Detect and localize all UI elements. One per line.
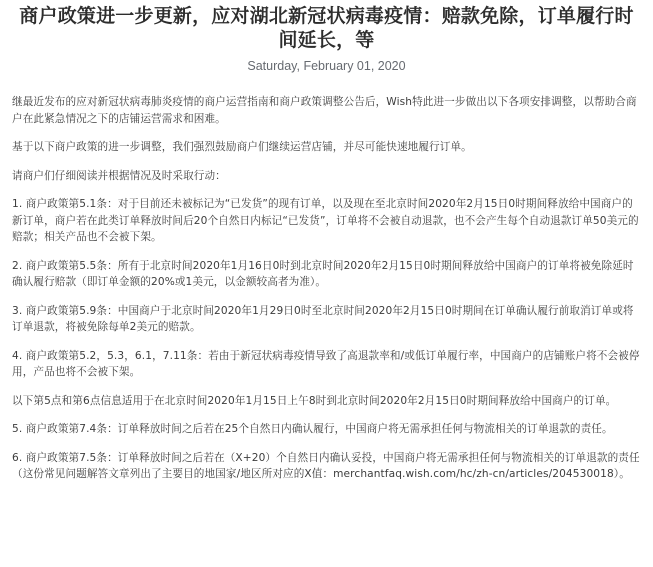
policy-item-1: 1. 商户政策第5.1条：对于目前还未被标记为“已发货”的现有订单，以及现在至北京时间2020年2月15日0时期间释放给中国商户的新订单，商户若在此类订单释放时间后20个自然日内标记“已发货”，订单将不会被自动退款，也不会产生每个自动退款订单50美元的赔款；相关产品也不会被下架。: [12, 198, 639, 243]
policy-item-6: 6. 商户政策第7.5条：订单释放时间之后若在（X+20）个自然日内确认妥投，中国商户将无需承担任何与物流相关的订单退款的责任（这份常见问题解答文章列出了主要目的地国家/地区所对应的X值：merchantfaq.wish.com/hc/zh-cn/articles/204530018）。: [12, 451, 640, 480]
article-body: [12, 94, 641, 483]
policy-item-3: 3. 商户政策第5.9条：中国商户于北京时间2020年1月29日0时至北京时间2020年2月15日0时期间在订单确认履行前取消订单或将订单退款，将被免除每单2美元的赔款。: [12, 304, 634, 333]
article-date: Saturday, February 01, 2020: [247, 59, 406, 73]
policy-item-4: 4. 商户政策第5.2，5.3，6.1，7.11条：若由于新冠状病毒疫情导致了高退款率和/或低订单履行率，中国商户的店铺账户将不会被停用，产品也将不会被下架。: [12, 349, 640, 378]
paragraph-scope-note: 以下第5点和第6点信息适用于在北京时间2020年1月15日上午8时到北京时间2020年2月15日0时期间释放给中国商户的订单。: [12, 394, 617, 407]
policy-item-2: 2. 商户政策第5.5条：所有于北京时间2020年1月16日0时到北京时间2020年2月15日0时期间释放给中国商户的订单将被免除延时确认履行赔款（即订单金额的20%或1美元，以金额较高者为准）。: [12, 259, 634, 288]
policy-item-5: 5. 商户政策第7.4条：订单释放时间之后若在25个自然日内确认履行，中国商户将无需承担任何与物流相关的订单退款的责任。: [12, 423, 613, 435]
paragraph-instructions: 请商户们仔细阅读并根据情况及时采取行动：: [12, 169, 226, 182]
article-title: 商户政策进一步更新，应对湖北新冠状病毒疫情：赔款免除，订单履行时间延长，等: [19, 5, 634, 51]
paragraph-intro: 继最近发布的应对新冠状病毒肺炎疫情的商户运营指南和商户政策调整公告后，Wish特此进一步做出以下各项安排调整，以帮助合商户在此紧急情况之下的店铺运营需求和困难。: [12, 96, 637, 125]
paragraph-encourage: 基于以下商户政策的进一步调整，我们强烈鼓励商户们继续运营店铺，并尽可能快速地履行订单。: [12, 141, 472, 153]
